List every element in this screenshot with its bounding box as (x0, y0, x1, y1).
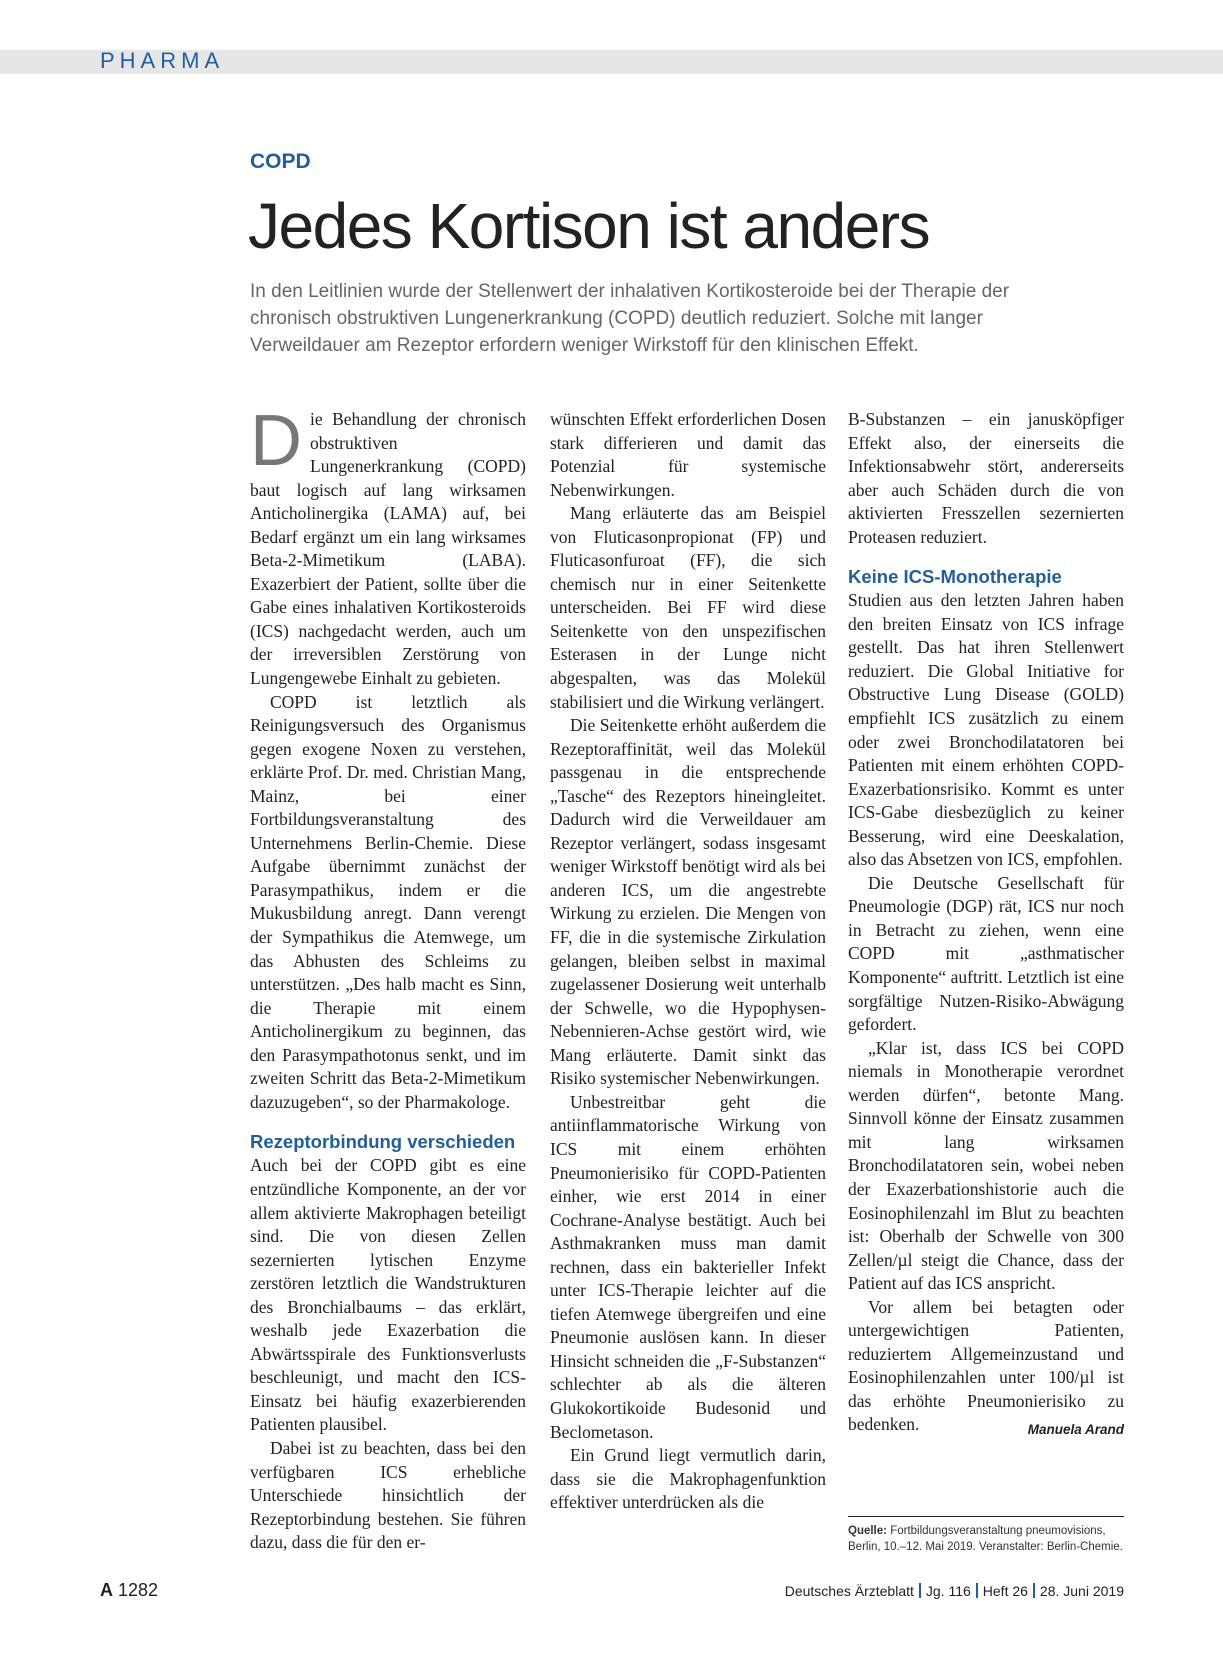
article-title: Jedes Kortison ist anders (248, 190, 930, 262)
journal-name: Deutsches Ärzteblatt (784, 1583, 914, 1599)
section-label: PHARMA (100, 48, 225, 73)
source-note (848, 1516, 1124, 1555)
drop-cap: D (250, 401, 302, 481)
paragraph: Die Deutsche Gesellschaft für Pneumologie (DGP) rät, ICS nur noch in Betracht zu ziehen, wenn eine COPD mit „asthmatischer Komponente“ auftritt. Letztlich ist eine sorgfältige Nutzen-Risiko-Abwägung gefordert. (848, 872, 1124, 1035)
page-prefix: A (100, 1580, 113, 1600)
paragraph: B-Substanzen – ein janusköpfiger Effekt also, der einerseits die Infektionsabwehr stört, andererseits aber auch Schäden durch die von aktivierten Fresszellen sezernierten Proteasen reduziert. (848, 409, 1124, 547)
article-kicker: COPD (250, 150, 311, 173)
source-text: Fortbildungsveranstaltung pneumovisions, Berlin, 10.–12. Mai 2019. Veranstalter: Berlin-Chemie. (848, 1525, 1123, 1553)
paragraph-text: ie Behandlung der chronisch obstruktiven Lungenerkrankung (COPD) baut logisch auf lang wirksamen Anticholinergika (LAMA) auf, bei Bedarf ergänzt um ein lang wirksames Beta-2-Mimetikum (LABA). Exazerbiert der Patient, sollte über die Gabe eines inhalativen Kortikosteroids (ICS) nachgedacht werden, auch um der irreversiblen Zerstörung von Lungengewebe Einhalt zu gebieten. (250, 409, 526, 689)
paragraph: Unbestreitbar geht die antiinflammatorische Wirkung von ICS mit einem erhöhten Pneumonierisiko für COPD-Patienten einher, wie erst 2014 in einer Cochrane-Analyse bestätigt. Auch bei Asthmakranken muss man damit rechnen, dass ein bakterieller Infekt unter ICS-Therapie leichter auf die tiefen Atemwege übergreifen und eine Pneumonie auslösen kann. In dieser Hinsicht schneiden die „F-Substanzen“ schlechter ab als die älteren Glukokortikoide Budesonid und Beclometason. (550, 1091, 826, 1442)
paragraph: „Klar ist, dass ICS bei COPD niemals in Monotherapie verordnet werden dürfen“, betonte Mang. Sinnvoll könne der Einsatz zusammen mit lang wirksamen Bronchodilatatoren sein, wobei neben der Exazerbationshistorie auch die Eosinophilenzahl im Blut zu beachten ist: Oberhalb der Schwelle von 300 Zellen/µl steigt die Chance, dass der Patient auf das ICS anspricht. (848, 1037, 1124, 1294)
paragraph (848, 1296, 1124, 1437)
paragraph: Studien aus den letzten Jahren haben den breiten Einsatz von ICS infrage gestellt. Das hat ihren Stellenwert reduziert. Die Global Initiative for Obstructive Lung Disease (GOLD) empfiehlt ICS zusätzlich zu einem oder zwei Bronchodilatatoren bei Patienten mit einem erhöhten COPD-Exazerbationsrisiko. Kommt es unter ICS-Gabe diesbezüglich zu keiner Besserung, wird eine Deeskalation, also das Absetzen von ICS, empfohlen. (848, 590, 1124, 870)
subheading: Keine ICS-Monotherapie (848, 566, 1062, 588)
journal-volume: Jg. 116 (925, 1583, 971, 1599)
page-number-value: 1282 (118, 1580, 159, 1600)
paragraph: Ein Grund liegt vermutlich darin, dass sie die Makrophagenfunktion effektiver unterdrücken als die (550, 1445, 826, 1513)
paragraph (250, 401, 526, 691)
paragraph: wünschten Effekt erforderlichen Dosen stark differieren und damit das Potenzial für systemische Nebenwirkungen. (550, 409, 826, 500)
journal-date: 28. Juni 2019 (1039, 1583, 1124, 1599)
paragraph: Dabei ist zu beachten, dass bei den verfügbaren ICS erhebliche Unterschiede hinsichtlich der Rezeptorbindung bestehen. Sie führen dazu, dass die für den er- (250, 1437, 526, 1553)
separator (1033, 1583, 1035, 1598)
journal-issue: Heft 26 (982, 1583, 1028, 1599)
column-1 (250, 401, 526, 1555)
paragraph: Die Seitenkette erhöht außerdem die Rezeptoraffinität, weil das Molekül passgenau in die entsprechende „Tasche“ des Rezeptors hineingleitet. Dadurch wird die Verweildauer am Rezeptor verlängert, sodass insgesamt weniger Wirkstoff benötigt wird als bei anderen ICS, um die angestrebte Wirkung zu erzielen. Die Mengen von FF, die in die systemische Zirkulation gelangen, bleiben selbst in maximal zugelassener Dosierung weit unterhalb der Schwelle, wo die Hypophysen-Nebennieren-Achse gestört wird, wie Mang erläuterte. Damit sinkt das Risiko systemischer Nebenwirkungen. (550, 715, 826, 1089)
publication-info (785, 1583, 1124, 1599)
separator (919, 1583, 921, 1598)
paragraph-text: Vor allem bei betagten oder untergewichtigen Patienten, reduziertem Allgemeinzustand und Eosinophilenzahlen unter 100/µl ist das erhöhte Pneumonierisiko zu bedenken. (848, 1296, 1124, 1435)
source-label: Quelle: (848, 1525, 887, 1537)
column-3 (848, 408, 1124, 1442)
column-2 (550, 408, 826, 1515)
paragraph: Auch bei der COPD gibt es eine entzündliche Komponente, an der vor allem aktivierte Makrophagen beteiligt sind. Die von diesen Zellen sezernierten lytischen Enzyme zerstören letztlich die Wandstrukturen des Bronchialbaums – das erklärt, weshalb jede Exazerbation die Abwärtsspirale des Funktionsverlusts beschleunigt, und macht den ICS-Einsatz bei häufig exazerbierenden Patienten plausibel. (250, 1155, 526, 1435)
paragraph: COPD ist letztlich als Reinigungsversuch des Organismus gegen exogene Noxen zu verstehen, erklärte Prof. Dr. med. Christian Mang, Mainz, bei einer Fortbildungsveranstaltung des Unternehmens Berlin-Chemie. Diese Aufgabe übernimmt zunächst der Parasympathikus, indem er die Mukusbildung anregt. Dann verengt der Sympathikus die Atemwege, um das Abhusten des Schleims zu unterstützen. „Des halb macht es Sinn, die Therapie mit einem Anticholinergikum zu beginnen, das den Parasympathotonus senkt, und im zweiten Schritt das Beta-2-Mimetikum dazuzugeben“, so der Pharmakologe. (250, 691, 526, 1112)
separator (976, 1583, 978, 1598)
paragraph: Mang erläuterte das am Beispiel von Fluticasonpropionat (FP) und Fluticasonfuroat (FF), die sich chemisch nur in einer Seitenkette unterscheiden. Bei FF wird diese Seitenkette von den unspezifischen Esterasen in der Lunge nicht abgespalten, was das Molekül stabilisiert und die Wirkung verlängert. (550, 503, 826, 712)
page-number (100, 1580, 158, 1601)
article-lede: In den Leitlinien wurde der Stellenwert der inhalativen Kortikosteroide bei der Therapie der chronisch obstruktiven Lungenerkrankung (COPD) deutlich reduziert. Solche mit langer Verweildauer am Rezeptor erfordern weniger Wirkstoff für den klinischen Effekt. (250, 281, 1010, 356)
subheading: Rezeptorbindung verschieden (250, 1131, 516, 1153)
author-byline: Manuela Arand (1027, 1422, 1124, 1438)
